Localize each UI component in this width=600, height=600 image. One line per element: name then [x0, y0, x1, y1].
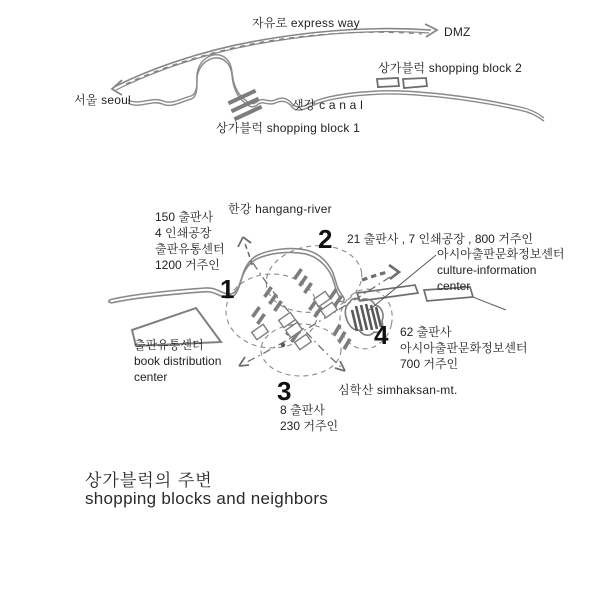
- zone1-stat-line: 출판유통센터: [155, 242, 225, 256]
- north-arrow-icon: [238, 237, 251, 247]
- zone1-stat-line: 4 인쇄공장: [155, 226, 212, 240]
- page-title-korean: 상가블럭의 주변: [85, 471, 213, 490]
- outlined-blocks: [252, 291, 338, 349]
- culture-center-label-en: center: [437, 279, 471, 293]
- culture-center-label-en: culture-information: [437, 263, 537, 277]
- book-center-label: [134, 337, 221, 385]
- culture-center-pointer-line: [368, 255, 436, 311]
- zone3-stats: [280, 402, 338, 434]
- seoul-label: 서울 seoul: [74, 93, 131, 107]
- expressway-label: 자유로 express way: [252, 16, 360, 30]
- zone3-stat-line: 230 거주인: [280, 419, 339, 433]
- zone3-stat-line: 8 출판사: [280, 403, 325, 417]
- zone4-stat-line: 62 출판사: [400, 325, 452, 339]
- culture-center-label: [437, 246, 565, 294]
- east-arrow-icon: [389, 265, 399, 279]
- zone2-number: 2: [318, 224, 333, 254]
- zone3-number: 3: [277, 376, 292, 406]
- book-center-label-en: center: [134, 370, 168, 384]
- zone1-stat-line: 150 출판사: [155, 210, 214, 224]
- crossing-dot: [281, 343, 285, 347]
- hangang-river-label: 한강 hangang-river: [228, 202, 332, 216]
- zone1-number: 1: [220, 274, 235, 304]
- culture-center-label-ko: 아시아출판문화정보센터: [437, 247, 565, 261]
- book-center-label-en: book distribution: [134, 354, 222, 368]
- zone4-number: 4: [374, 320, 389, 350]
- shopping-block-2-marker: [377, 78, 427, 88]
- zone2-stats: [347, 231, 533, 247]
- dmz-label: DMZ: [444, 25, 471, 39]
- zone4-stat-line: 아시아출판문화정보센터: [400, 341, 528, 355]
- zone1-stats: [155, 209, 225, 273]
- shopping-block-1-label: 상가블럭 shopping block 1: [216, 121, 360, 135]
- page-title-english: shopping blocks and neighbors: [85, 489, 329, 508]
- zone1-stat-line: 1200 거주인: [155, 258, 220, 272]
- shopping-block-2-label: 상가블럭 shopping block 2: [378, 61, 522, 75]
- book-center-label-ko: 출판유통센터: [134, 338, 204, 352]
- zone4-stat-line: 700 거주인: [400, 357, 459, 371]
- zone4-stats: [400, 324, 528, 372]
- zone2-stat-line: 21 출판사 , 7 인쇄공장 , 800 거주인: [347, 232, 533, 246]
- southwest-arrow-icon: [239, 357, 249, 366]
- canal-label: 샛강 c a n a l: [292, 98, 363, 112]
- simhaksan-mt-label: 심학산 simhaksan-mt.: [338, 383, 458, 397]
